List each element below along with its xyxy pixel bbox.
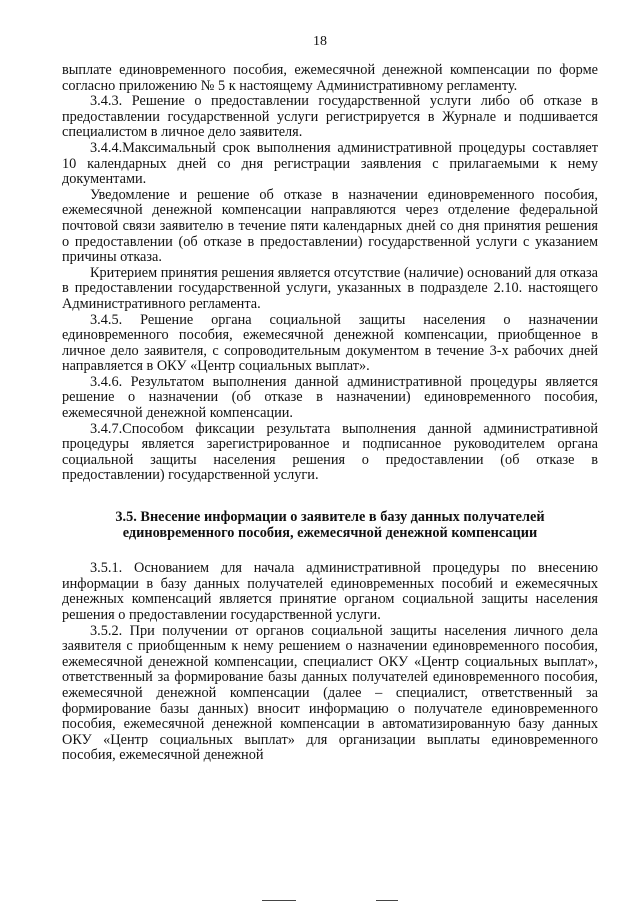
paragraph-continuation: выплате единовременного пособия, ежемесячной денежной компенсации по форме согласно приложению № 5 к настоящему Административному регламенту. [62, 62, 598, 94]
paragraph-3-4-5: 3.4.5. Решение органа социальной защиты населения о назначении единовременного пособия, ежемесячной денежной компенсации, приобщенное в личное дело заявителя, с сопроводительным документом в течение 3-х рабочих дней направляется в ОКУ «Центр социальных выплат». [62, 311, 598, 375]
paragraph-3-5-2: 3.5.2. При получении от органов социальной защиты населения личного дела заявителя с приобщенным к нему решением о назначении единовременного пособия, ежемесячной денежной компенсации, специалист ОКУ «Центр социальных выплат», ответственный за формирование базы данных получателей единовременного пособия, ежемесячной денежной компенсации (далее – специалист, ответственный за формирование базы данных) вносит информацию о получателе единовременного пособия, ежемесячной денежной компенсации в автоматизированную базу данных ОКУ «Центр социальных выплат» для организации выплаты единовременного пособия, ежемесячной денежной [62, 622, 598, 764]
paragraph-3-4-6: 3.4.6. Результатом выполнения данной административной процедуры является решение о назначении (об отказе в назначении) единовременного пособия, ежемесячной денежной компенсации. [62, 373, 598, 422]
document-body [62, 63, 598, 764]
paragraph-3-4-7: 3.4.7.Способом фиксации результата выполнения данной административной процедуры является зарегистрированное и подписанное руководителем органа социальной защиты населения решения о предоставлении (об отказе в предоставлении) государственной услуги. [62, 420, 598, 484]
paragraph-3-4-4: 3.4.4.Максимальный срок выполнения административной процедуры составляет 10 календарных дней со дня регистрации заявления с прилагаемыми к нему документами. [62, 139, 598, 188]
scan-artifact-line [376, 900, 398, 901]
paragraph-3-5-1: 3.5.1. Основанием для начала административной процедуры по внесению информации в базу данных получателей единовременных пособий и ежемесячных денежных компенсаций является принятие органом социальной защиты населения решения о предоставлении государственной услуги. [62, 560, 598, 623]
page-number: 18 [313, 34, 327, 49]
scan-artifact-line [262, 900, 296, 901]
paragraph-3-4-3: 3.4.3. Решение о предоставлении государственной услуги либо об отказе в предоставлении государственной услуги регистрируется в Журнале и подшивается специалистом в личное дело заявителя. [62, 93, 598, 141]
section-heading-3-5: 3.5. Внесение информации о заявителе в базу данных получателей единовременного пособия, ежемесячной денежной компенсации [115, 509, 545, 541]
paragraph-criterion: Критерием принятия решения является отсутствие (наличие) оснований для отказа в предоставлении государственной услуги, указанных в подразделе 2.10. настоящего Административного регламента. [62, 264, 598, 312]
paragraph-notification: Уведомление и решение об отказе в назначении единовременного пособия, ежемесячной денежной компенсации направляются через отделение федеральной почтовой связи заявителю в течение пяти календарных дней со дня принятия решения о предоставлении (об отказе в предоставлении) государственной услуги с указанием причины отказа. [62, 186, 598, 266]
